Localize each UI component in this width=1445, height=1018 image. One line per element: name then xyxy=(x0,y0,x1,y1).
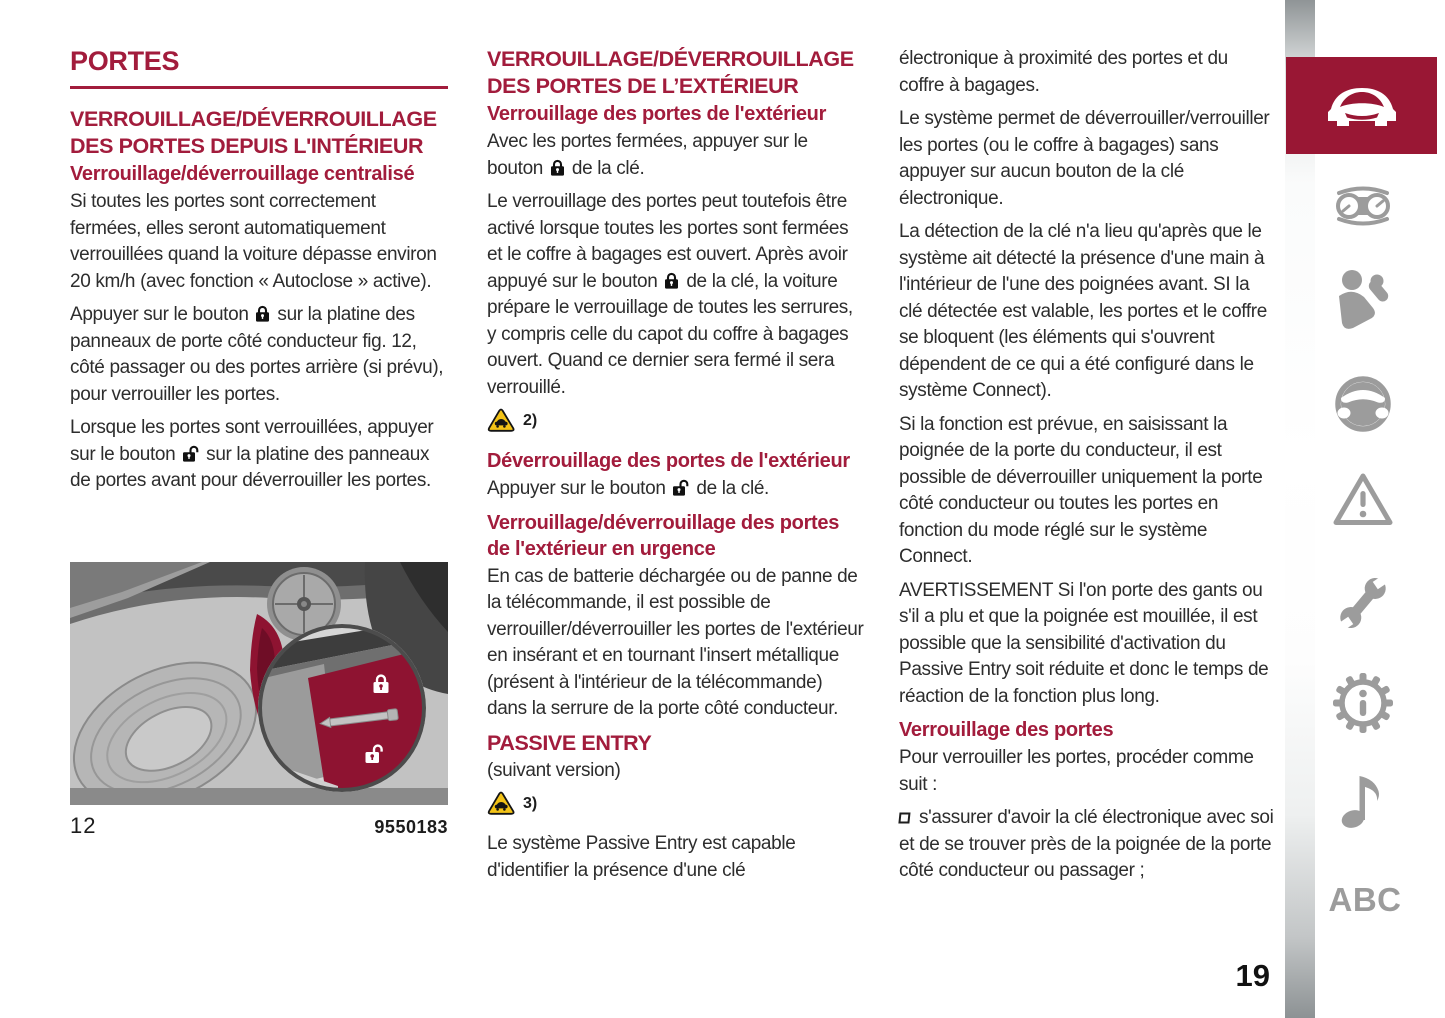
car-warning-triangle-icon xyxy=(487,791,515,816)
paragraph: Le système permet de déverrouiller/verrouiller les portes (ou le coffre à bagages) sans appuyer sur aucun bouton de la clé électronique. xyxy=(899,108,1270,209)
subheading-lock-exterior: Verrouillage des portes de l'extérieur xyxy=(487,103,827,125)
open-padlock-icon xyxy=(672,479,689,496)
closed-padlock-icon xyxy=(255,305,270,322)
title-rule xyxy=(70,86,448,89)
paragraph: La détection de la clé n'a lieu qu'après que le système ait détecté la présence d'une main à l'intérieur de l'une des poignées avant. SI la clé détectée est valable, les portes et le coffre se bloquent (les éléments qui s'ouvrent dépendent de ce qui a été configuré dans le système Connect). xyxy=(899,221,1267,401)
subheading-emergency: Verrouillage/déverrouillage des portes de l'extérieur en urgence xyxy=(487,511,840,560)
sidebar-tab-index[interactable] xyxy=(1325,880,1405,920)
section-heading-passive-entry: PASSIVE ENTRY xyxy=(487,730,652,755)
subheading-centralise: Verrouillage/déverrouillage centralisé xyxy=(70,163,415,185)
open-padlock-icon xyxy=(182,445,199,462)
square-bullet-icon xyxy=(898,813,910,824)
music-note-icon xyxy=(1340,770,1384,830)
figure-number: 12 xyxy=(70,813,97,838)
page-number: 19 xyxy=(1235,958,1270,993)
paragraph: Le système Passive Entry est capable d'identifier la présence d'une clé xyxy=(487,833,796,881)
steering-wheel-icon xyxy=(1333,374,1393,434)
info-gear-icon xyxy=(1331,671,1395,735)
footnote-number: 3) xyxy=(523,794,538,812)
subheading-unlock-exterior: Déverrouillage des portes de l'extérieur xyxy=(487,450,850,472)
paragraph: Lorsque les portes sont verrouillées, appuyer sur le bouton sur la platine des panneaux de portes avant pour déverrouiller les portes. xyxy=(70,417,434,491)
abc-index-label: ABC xyxy=(1328,881,1402,918)
paragraph: Appuyer sur le bouton de la clé. xyxy=(487,478,769,499)
footnote-number: 2) xyxy=(523,411,538,429)
paragraph: En cas de batterie déchargée ou de panne de la télécommande, il est possible de verrouiller/déverrouiller les portes de l'extérieur en insérant et en tournant l'insert métallique (présent à l'intérieur de la télécommande) dans la serrure de la porte côté conducteur. xyxy=(487,565,864,719)
car-warning-triangle-icon xyxy=(487,408,515,433)
warning-triangle-icon xyxy=(1332,471,1394,528)
middle-column xyxy=(487,46,865,884)
sidebar-tab-technical-data[interactable] xyxy=(1331,671,1395,735)
list-item: s'assurer d'avoir la clé électronique avec soi et de se trouver près de la poignée de la porte côté conducteur ou passager ; xyxy=(899,807,1274,881)
paragraph: (suivant version) xyxy=(487,759,621,781)
sidebar-tab-maintenance[interactable] xyxy=(1333,572,1393,634)
footnote-ref-row xyxy=(487,791,865,816)
figure-12 xyxy=(70,562,448,839)
sidebar-tab-multimedia[interactable] xyxy=(1340,770,1384,830)
paragraph: Appuyer sur le bouton sur la platine des panneaux de porte côté conducteur fig. 12, côté passager ou des portes arrière (si prévu), pour verrouiller les portes. xyxy=(70,304,444,405)
figure-code: 9550183 xyxy=(374,817,448,837)
page-title: PORTES xyxy=(70,46,180,76)
sidebar-tab-driving[interactable] xyxy=(1333,374,1393,434)
subheading-lock-doors: Verrouillage des portes xyxy=(899,719,1114,741)
closed-padlock-icon xyxy=(550,159,565,176)
closed-padlock-icon xyxy=(664,272,679,289)
wrench-icon xyxy=(1333,572,1393,634)
paragraph: Si toutes les portes sont correctement fermées, elles seront automatiquement verrouillées quand la voiture dépasse environ 20 km/h (avec fonction « Autoclose » active). xyxy=(70,191,437,292)
car-icon xyxy=(1323,81,1401,131)
figure-caption xyxy=(70,813,448,839)
paragraph: électronique à proximité des portes et du coffre à bagages. xyxy=(899,48,1228,96)
sidebar-tab-emergency[interactable] xyxy=(1332,471,1394,528)
paragraph: Le verrouillage des portes peut toutefois être activé lorsque toutes les portes sont fermées et le coffre à bagages est ouvert. Après avoir appuyé sur le bouton de la clé, la voiture prépare le verrouillage de toutes les serrures, y compris celle du capot du coffre à bagages ouvert. Quand ce dernier sera fermé il sera verrouillé. xyxy=(487,191,853,398)
section-heading-interior: VERROUILLAGE/DÉVERROUILLAGE DES PORTES DEPUIS L'INTÉRIEUR xyxy=(70,107,437,158)
paragraph: Avec les portes fermées, appuyer sur le bouton de la clé. xyxy=(487,131,808,179)
paragraph: Pour verrouiller les portes, procéder comme suit : xyxy=(899,747,1254,795)
dashboard-gauges-icon xyxy=(1332,184,1394,228)
section-heading-exterior: VERROUILLAGE/DÉVERROUILLAGE DES PORTES DE L’EXTÉRIEUR xyxy=(487,47,854,98)
right-column xyxy=(899,46,1277,885)
left-column xyxy=(70,46,448,495)
sidebar-tab-car-active[interactable] xyxy=(1286,57,1437,154)
door-panel-illustration xyxy=(70,562,448,805)
sidebar-tab-dashboard[interactable] xyxy=(1332,184,1394,228)
airbag-icon xyxy=(1335,269,1391,329)
paragraph: Si la fonction est prévue, en saisissant la poignée de la porte du conducteur, il est possible de déverrouiller uniquement la porte côté conducteur ou toutes les portes en fonction du mode réglé sur le système Connect. xyxy=(899,413,1263,567)
footnote-ref-row xyxy=(487,408,865,433)
sidebar-tab-safety[interactable] xyxy=(1334,268,1392,330)
paragraph: AVERTISSEMENT Si l'on porte des gants ou s'il a plu et que la poignée est mouillée, il est possible que la sensibilité d'activation du Passive Entry soit réduite et donc le temps de réaction de la fonction plus long. xyxy=(899,579,1269,707)
